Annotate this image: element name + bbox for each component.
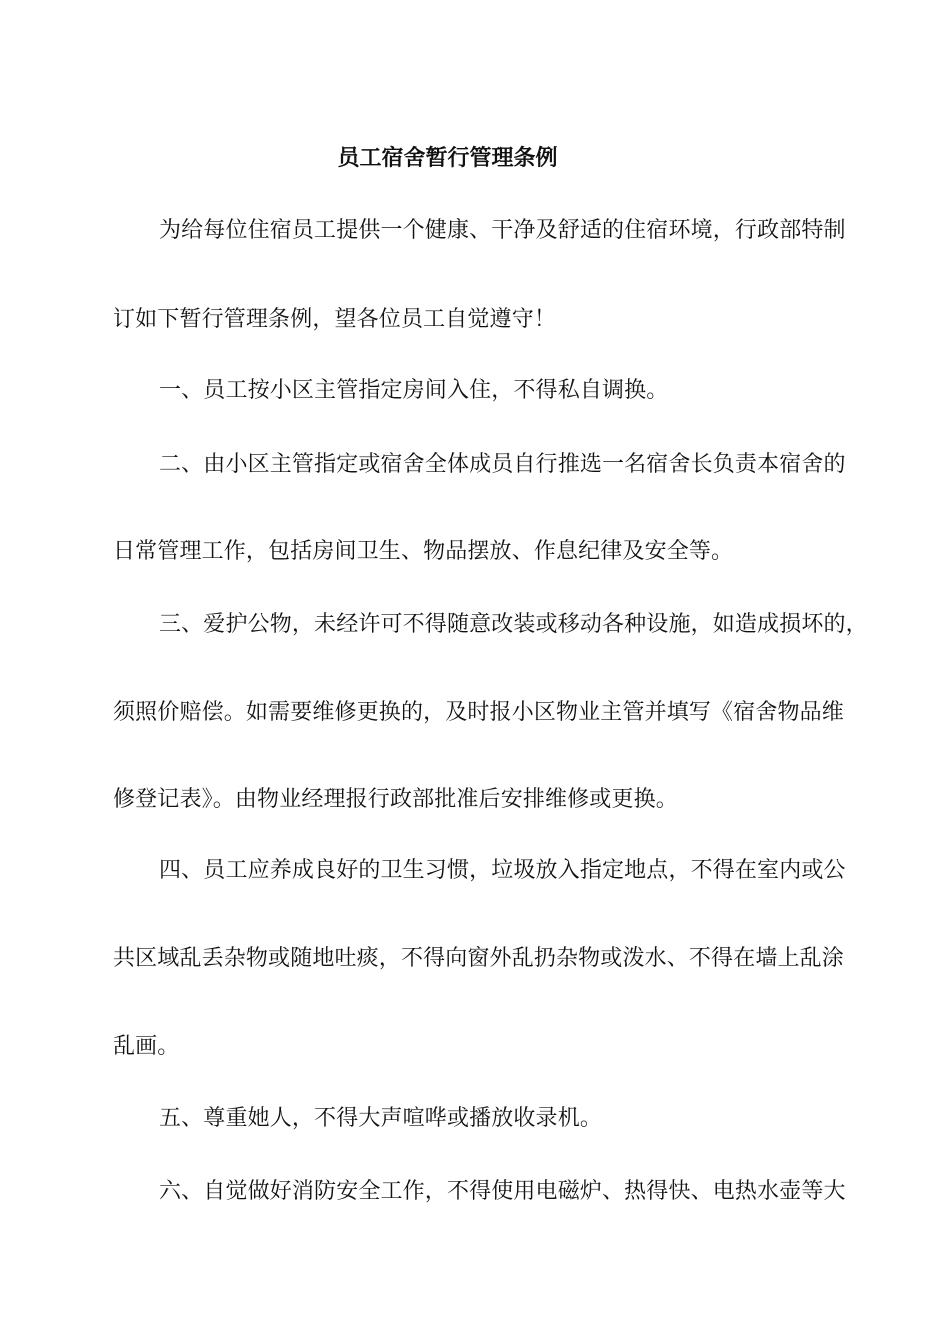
paragraph-line: 乱画。 — [113, 1034, 180, 1059]
paragraph-line: 二、由小区主管指定或宿舍全体成员自行推选一名宿舍长负责本宿舍的 — [159, 452, 846, 477]
paragraph-line: 订如下暂行管理条例，望各位员工自觉遵守！ — [113, 307, 557, 332]
paragraph-line: 日常管理工作，包括房间卫生、物品摆放、作息纪律及安全等。 — [113, 539, 734, 564]
paragraph-line: 共区域乱丢杂物或随地吐痰，不得向窗外乱扔杂物或泼水、不得在墙上乱涂 — [113, 946, 844, 971]
paragraph-line: 须照价赔偿。如需要维修更换的，及时报小区物业主管并填写《宿舍物品维 — [113, 700, 844, 725]
document-title: 员工宿舍暂行管理条例 — [337, 146, 558, 171]
paragraph-line: 六、自觉做好消防安全工作，不得使用电磁炉、热得快、电热水壶等大 — [159, 1179, 846, 1204]
paragraph-line: 修登记表》。由物业经理报行政部批准后安排维修或更换。 — [113, 787, 678, 812]
paragraph-line: 四、员工应养成良好的卫生习惯，垃圾放入指定地点，不得在室内或公 — [159, 858, 846, 883]
paragraph-line: 一、员工按小区主管指定房间入住，不得私自调换。 — [159, 378, 669, 403]
paragraph-line: 三、爱护公物，未经许可不得随意改装或移动各种设施，如造成损坏的， — [159, 612, 868, 637]
paragraph-line: 五、尊重她人，不得大声喧哗或播放收录机。 — [159, 1106, 603, 1131]
paragraph-line: 为给每位住宿员工提供一个健康、干净及舒适的住宿环境，行政部特制 — [159, 218, 846, 243]
